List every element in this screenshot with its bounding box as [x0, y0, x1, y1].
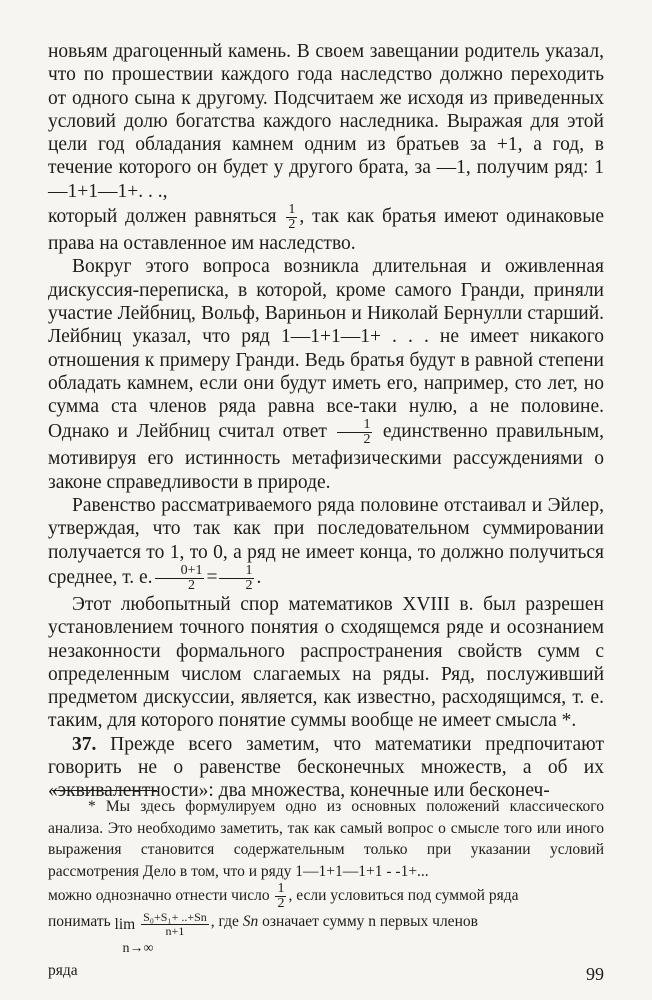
fraction-denominator: 2 — [288, 217, 296, 233]
footnote-line-3 — [48, 911, 604, 960]
footnote — [48, 796, 604, 981]
sn-symbol: Sn — [242, 913, 259, 930]
limit-expression — [115, 911, 211, 960]
p3-text-before: Вокруг этого вопроса возникла длительная и оживленная дискуссия-переписка, в которой, кроме самого Гранди, приняли участие Лейбниц, Вольф, Вариньон и Николай Бернулли старший. Лейбниц указал, что ряд 1—1+1—1+ . . . не имеет никакого отношения к примеру Гранди. Ведь братья будут в равной степени обладать камнем, если они будут иметь его, например, сто лет, но сумма ста членов ряда равна все-таки нулю, а не половине. Однако и Лейбниц считал ответ — [48, 256, 604, 443]
equals-sign: = — [206, 566, 218, 588]
fraction-numerator: 1 — [288, 202, 296, 218]
section-number: 37. — [72, 733, 97, 755]
fraction-numerator: 1 — [277, 881, 285, 896]
fraction-denominator: n+1 — [165, 924, 185, 938]
page-number: 99 — [586, 964, 604, 984]
lim-word: lim — [114, 915, 136, 933]
paragraph-4 — [48, 494, 604, 593]
fraction-numerator: 1 — [337, 418, 372, 433]
fraction-numerator: 0+1 — [155, 564, 205, 579]
footnote-line-4: ряда — [48, 961, 78, 979]
fraction-denominator: 2 — [277, 896, 285, 911]
fraction-denominator: 2 — [245, 577, 253, 593]
paragraph-1: новьям драгоценный камень. В своем завещании родитель указал, что по прошествии каждого года наследство должно переходить от одного сына к другому. Подсчитаем же исходя из приведенных условий долю богатства каждого наследника. Выражая для этой цели год обладания камнем одним из братьев за +1, а год, в течение которого он будет у другого брата, за —1, получим ряд: 1—1+1—1+. . ., — [48, 41, 604, 202]
fraction-one-half — [275, 882, 286, 911]
footnote-line-3-after: , где — [210, 913, 239, 930]
fraction-one-half — [219, 564, 254, 593]
main-text — [48, 40, 604, 803]
fraction-one-half — [286, 203, 297, 232]
footnote-line-3-tail: означает сумму n первых членов — [262, 913, 478, 930]
p4-text-after: . — [256, 566, 262, 588]
footnote-line-2-after: , если условиться под суммой ряда — [288, 887, 519, 905]
fraction-numerator: S₀+S₁+ ..+Sn — [143, 910, 207, 924]
limit-subscript: n→∞ — [122, 941, 154, 956]
footnote-line-3-before: понимать — [48, 913, 111, 930]
p4-text-before: Равенство рассматриваемого ряда половине отстаивал и Эйлер, утверждая, что так как при последовательном суммировании получается то 1, то 0, а ряд не имеет конца, то должно получиться среднее, т. е. — [48, 495, 604, 588]
footnote-line-1: * Мы здесь формулируем одно из основных положений классического анализа. Это необходимо заметить, так как самый вопрос о смысле того или иного выражения становится содержательным только при указании условий рассмотрения Дело в том, что и ряду 1—1+1—1+1 - -1+... — [48, 798, 604, 880]
fraction-denominator: 2 — [363, 432, 371, 448]
footnote-line-2-before: можно однозначно отнести число — [48, 887, 270, 905]
paragraph-2 — [48, 203, 604, 255]
p2-text-after: , так как братья имеют одинаковые права на оставленное им наследство. — [48, 206, 605, 255]
paragraph-5: Этот любопытный спор математиков XVIII в. был разрешен установлением точного понятия о сходящемся ряде и осознанием незаконности формального распространения свойств сумм с определенным числом слагаемых на ряды. Ряд, послуживший предметом дискуссии, является, как известно, расходящимся, т. е. таким, для которого понятие суммы вообще не имеет смысла *. — [48, 593, 604, 732]
fraction-one-half — [337, 418, 372, 447]
p3-text-after: единственно правильным, мотивируя его истинность метафизическими рассуждениями о законе справедливости в природе. — [48, 421, 604, 493]
footnote-divider — [52, 790, 157, 791]
fraction-denominator: 2 — [188, 577, 196, 593]
paragraph-6 — [48, 733, 604, 803]
euler-formula — [153, 562, 262, 593]
partial-sums-fraction — [141, 911, 209, 938]
fraction-numerator: 1 — [219, 564, 254, 579]
p2-text-before: который должен равняться — [48, 206, 277, 228]
fraction-zero-plus-one-over-two — [155, 564, 205, 593]
p6-text: Прежде всего заметим, что математики предпочитают говорить не о равенстве бесконечных множеств, а об их «эквивалентности»: два множества, конечные или бесконеч- — [48, 733, 604, 802]
footnote-line-2 — [48, 882, 604, 911]
paragraph-3 — [48, 255, 604, 494]
limit-main — [115, 911, 211, 938]
